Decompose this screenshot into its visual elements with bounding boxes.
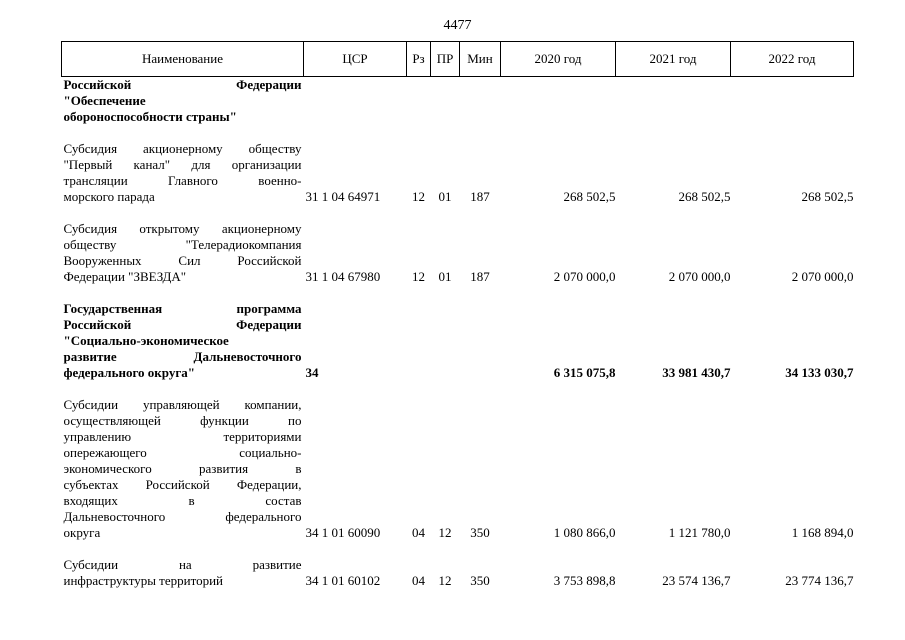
cell-min: 187 [470,189,490,204]
cell-rz: 12 [412,269,425,284]
cell-name-line: Федерации "ЗВЕЗДА" [63,269,187,284]
header-csr: ЦСР [304,42,407,77]
table-row [62,301,854,381]
cell-y2020: 3 753 898,8 [553,573,616,588]
cell-name [62,557,304,589]
cell-pr [431,301,460,381]
row-spacer [62,381,854,397]
table-body [62,77,854,590]
cell-name-line: "Обеспечение [63,93,146,108]
cell-name-line: трансляции Главного военно- [63,173,302,188]
cell-y2022: 1 168 894,0 [791,525,854,540]
cell-name [62,301,304,381]
cell-name-line: морского парада [63,189,155,204]
row-spacer [62,541,854,557]
cell-min [460,77,501,126]
cell-name-line: Дальневосточного федерального [63,509,302,524]
cell-name-line: Субсидия акционерному обществу [63,141,302,156]
cell-pr: 01 [438,189,452,204]
cell-name-line: входящих в состав [63,493,302,508]
cell-pr [431,77,460,126]
header-name: Наименование [62,42,304,77]
cell-y2022: 268 502,5 [801,189,854,204]
row-spacer [62,285,854,301]
cell-name-line: Субсидия открытому акционерному [63,221,302,236]
cell-min: 187 [470,269,490,284]
cell-y2020 [501,77,616,126]
cell-name-line: Государственная программа [63,301,302,316]
cell-csr: 34 1 01 60090 [305,525,381,540]
cell-name-line: федерального округа" [63,365,195,380]
cell-y2020: 2 070 000,0 [553,269,616,284]
cell-name-line: Субсидии управляющей компании, [63,397,302,412]
cell-y2021: 2 070 000,0 [668,269,731,284]
cell-y2021: 33 981 430,7 [662,365,731,380]
cell-name-line: Российской Федерации [63,317,302,332]
cell-pr: 12 [438,525,452,540]
cell-name [62,221,304,285]
row-spacer-cell [62,125,854,141]
cell-rz [407,301,431,381]
header-rz: Рз [407,42,431,77]
cell-name-line: инфраструктуры территорий [63,573,224,588]
cell-y2021: 1 121 780,0 [668,525,731,540]
page-number: 4477 [443,18,472,33]
cell-y2022 [731,77,854,126]
cell-name-line: Вооруженных Сил Российской [63,253,302,268]
row-spacer-cell [62,285,854,301]
row-spacer-cell [62,541,854,557]
cell-name-line: обществу "Телерадиокомпания [63,237,302,252]
cell-name [62,77,304,126]
cell-name-line: осуществляющей функции по [63,413,302,428]
cell-name-line: Российской Федерации [63,77,302,92]
cell-rz: 04 [412,525,425,540]
cell-csr [304,77,407,126]
cell-rz: 04 [412,573,425,588]
cell-rz: 12 [412,189,425,204]
cell-y2022: 34 133 030,7 [785,365,854,380]
cell-name-line: управлению территориями [63,429,302,444]
cell-name [62,397,304,541]
cell-rz [407,77,431,126]
table-row [62,141,854,205]
header-2022: 2022 год [731,42,854,77]
row-spacer-cell [62,205,854,221]
cell-min: 350 [470,525,490,540]
table-row [62,77,854,126]
cell-csr: 31 1 04 67980 [305,269,381,284]
cell-name-line: обороноспособности страны" [63,109,237,124]
cell-name-line: субъектах Российской Федерации, [63,477,302,492]
header-min: Мин [460,42,501,77]
cell-y2020: 1 080 866,0 [553,525,616,540]
cell-y2021 [616,77,731,126]
cell-y2022: 2 070 000,0 [791,269,854,284]
cell-min: 350 [470,573,490,588]
budget-table [61,41,854,589]
cell-min [460,301,501,381]
cell-y2020: 268 502,5 [563,189,616,204]
cell-csr: 34 [305,365,319,380]
row-spacer [62,125,854,141]
cell-y2020: 6 315 075,8 [553,365,616,380]
cell-y2021: 23 574 136,7 [662,573,731,588]
cell-pr: 01 [438,269,452,284]
cell-y2022: 23 774 136,7 [785,573,854,588]
row-spacer [62,205,854,221]
cell-name-line: экономического развития в [63,461,302,476]
cell-csr: 31 1 04 64971 [305,189,381,204]
cell-name-line: "Социально-экономическое [63,333,229,348]
header-pr: ПР [431,42,460,77]
cell-name-line: развитие Дальневосточного [63,349,302,364]
table-row [62,397,854,541]
table-header [62,42,854,77]
cell-pr: 12 [438,573,452,588]
table-row [62,557,854,589]
cell-name-line: округа [63,525,101,540]
cell-name-line: "Первый канал" для организации [63,157,302,172]
cell-name-line: Субсидии на развитие [63,557,302,572]
header-2020: 2020 год [501,42,616,77]
cell-y2021: 268 502,5 [678,189,731,204]
cell-name-line: опережающего социально- [63,445,302,460]
cell-csr: 34 1 01 60102 [305,573,381,588]
row-spacer-cell [62,381,854,397]
table-row [62,221,854,285]
cell-name [62,141,304,205]
header-2021: 2021 год [616,42,731,77]
